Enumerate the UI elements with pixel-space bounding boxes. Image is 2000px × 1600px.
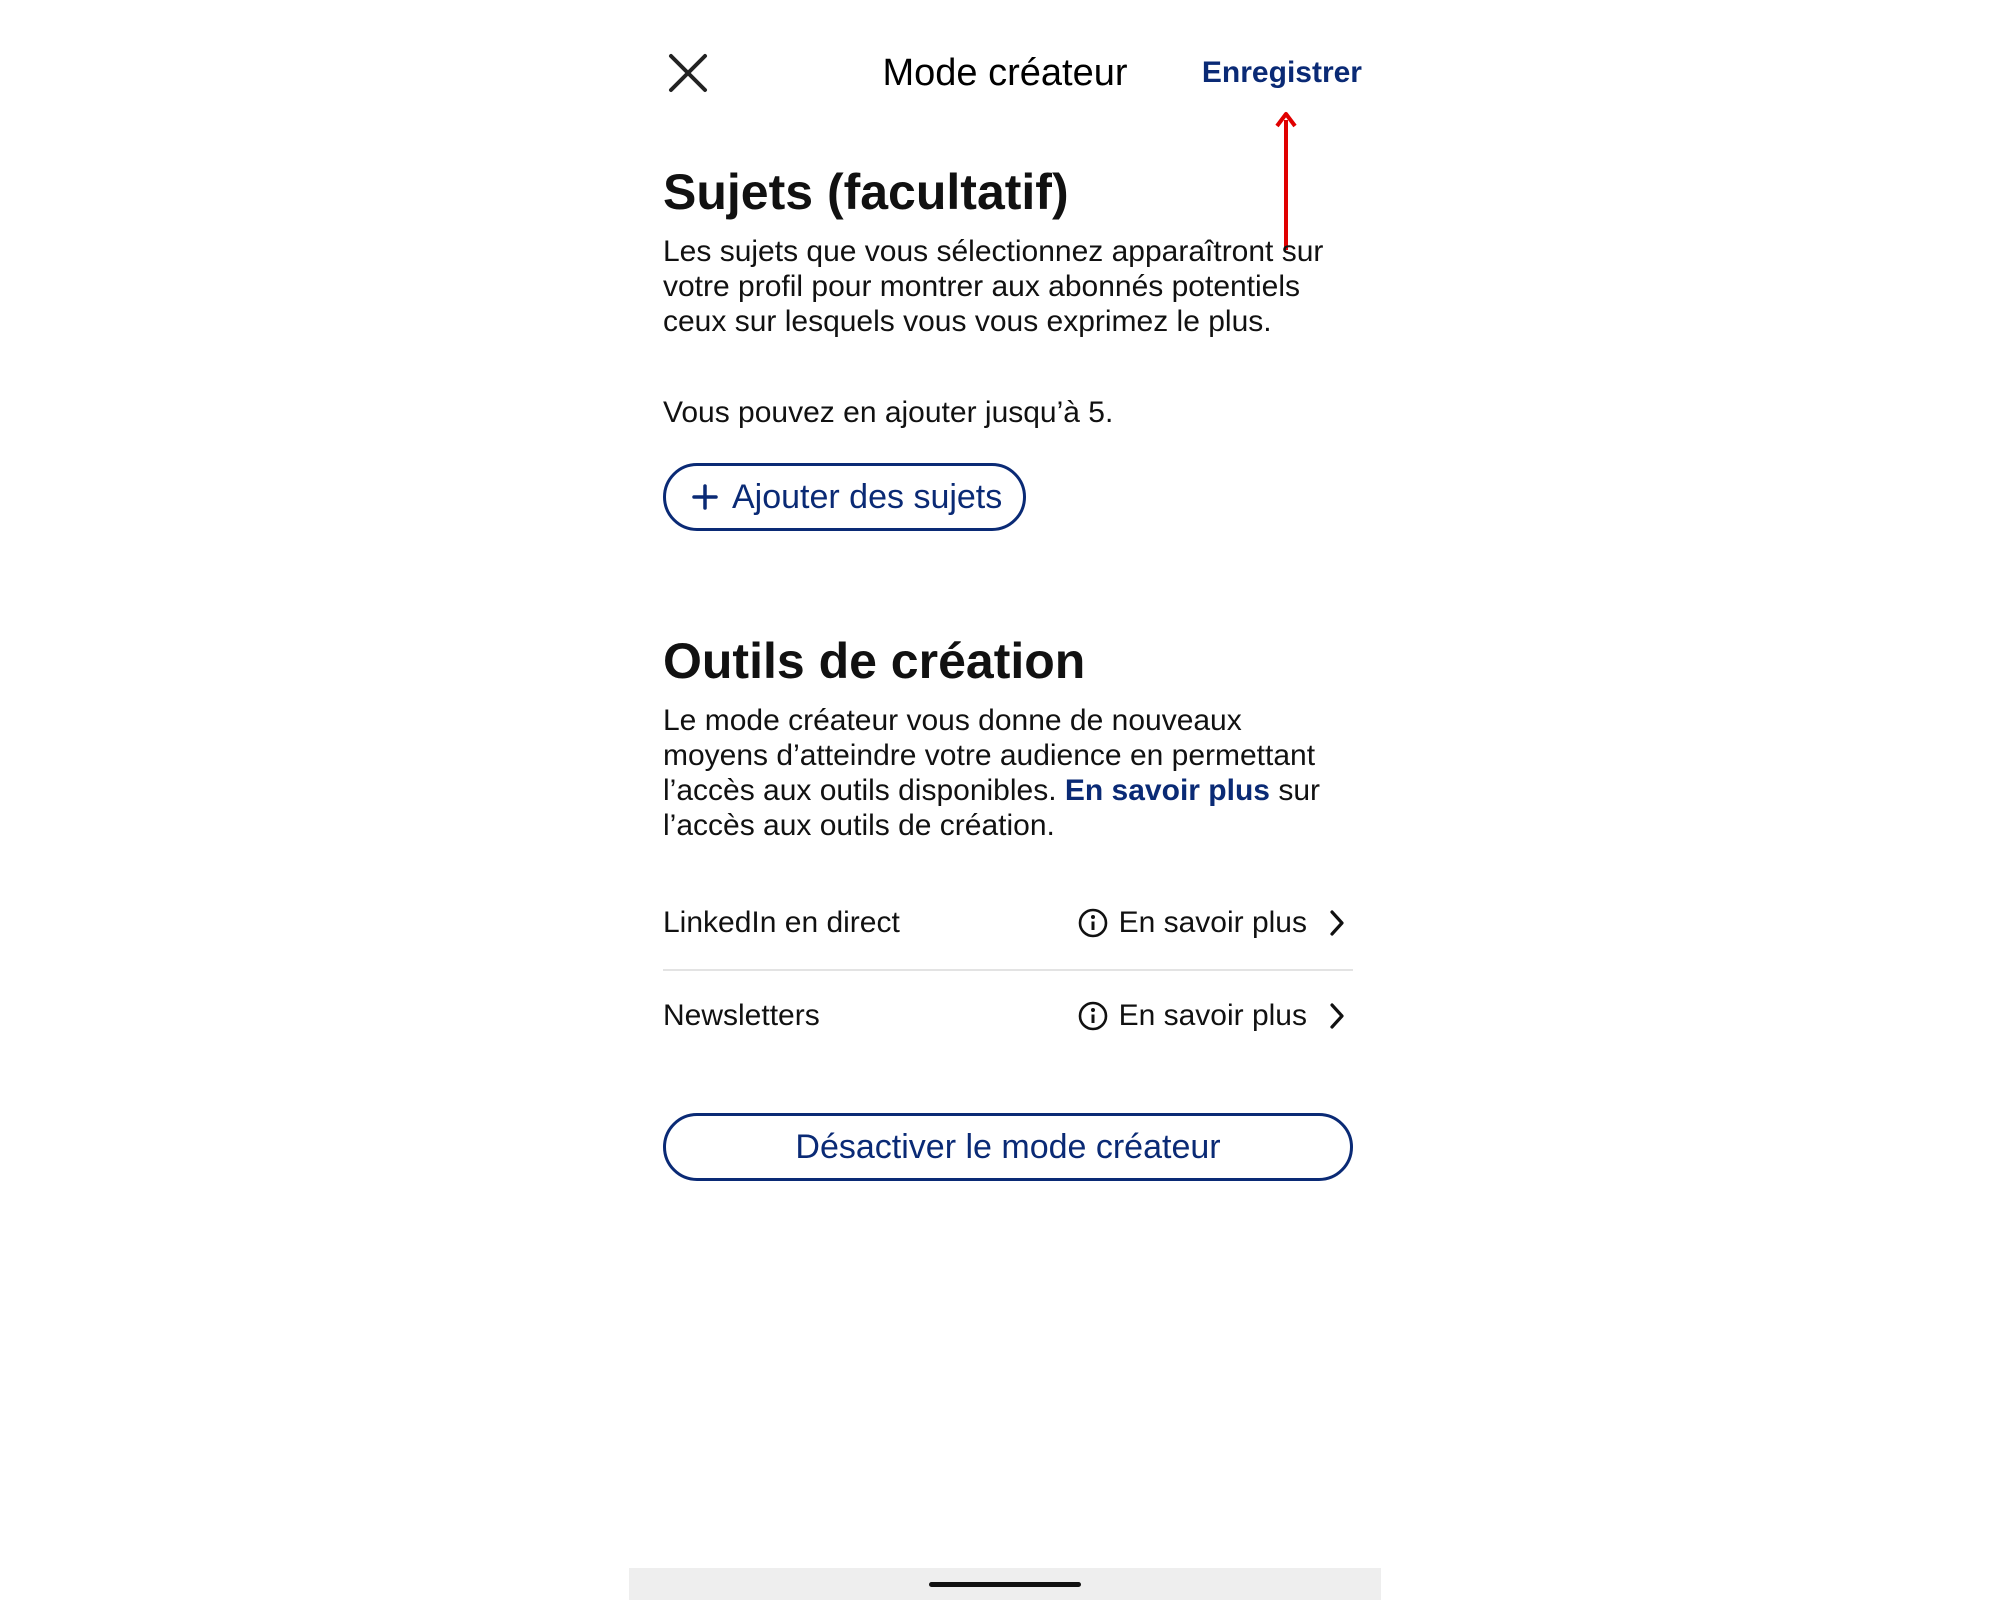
tool-row-newsletters xyxy=(663,969,1353,1061)
learn-more-label: En savoir plus xyxy=(1118,906,1307,939)
chevron-right-icon xyxy=(1327,1001,1347,1031)
deactivate-creator-mode-button[interactable]: Désactiver le mode créateur xyxy=(663,1113,1353,1181)
main-content xyxy=(663,160,1353,1181)
learn-more-button[interactable] xyxy=(1077,999,1353,1033)
top-bar xyxy=(629,0,1381,150)
info-icon xyxy=(1077,907,1109,939)
topics-section xyxy=(663,160,1353,531)
topics-description: Les sujets que vous sélectionnez apparaîtront sur votre profil pour montrer aux abonnés potentiels ceux sur lesquels vous vous exprimez le plus. xyxy=(663,235,1324,338)
tool-row-linkedin-live xyxy=(663,877,1353,969)
add-topics-button[interactable] xyxy=(663,463,1026,531)
tools-title: Outils de création xyxy=(663,633,1086,689)
learn-more-button[interactable] xyxy=(1077,906,1353,940)
chevron-right-icon xyxy=(1327,908,1347,938)
phone-screen xyxy=(629,0,1381,1600)
home-indicator[interactable] xyxy=(929,1582,1081,1587)
learn-more-label: En savoir plus xyxy=(1118,999,1307,1032)
bottom-system-bar xyxy=(629,1568,1381,1600)
tools-description xyxy=(663,703,1353,843)
creator-tools-section xyxy=(663,629,1353,1181)
tools-description-text: Le mode créateur vous donne de nouveaux moyens d’atteindre votre audience en permettant l’accès aux outils disponibles. xyxy=(663,704,1316,807)
tools-list xyxy=(663,877,1353,1061)
tools-description-text-end: sur l’accès aux outils de création. xyxy=(663,774,1320,842)
info-icon xyxy=(1077,1000,1109,1032)
page-title: Mode créateur xyxy=(882,52,1128,94)
add-topics-label: Ajouter des sujets xyxy=(732,477,1003,516)
plus-icon xyxy=(692,484,718,510)
save-button[interactable]: Enregistrer xyxy=(1201,56,1362,89)
tool-label: LinkedIn en direct xyxy=(663,906,900,939)
topics-title: Sujets (facultatif) xyxy=(663,164,1069,220)
tool-label: Newsletters xyxy=(663,999,820,1032)
learn-more-link[interactable]: En savoir plus xyxy=(1064,774,1270,807)
topics-limit-text: Vous pouvez en ajouter jusqu’à 5. xyxy=(663,396,1114,429)
